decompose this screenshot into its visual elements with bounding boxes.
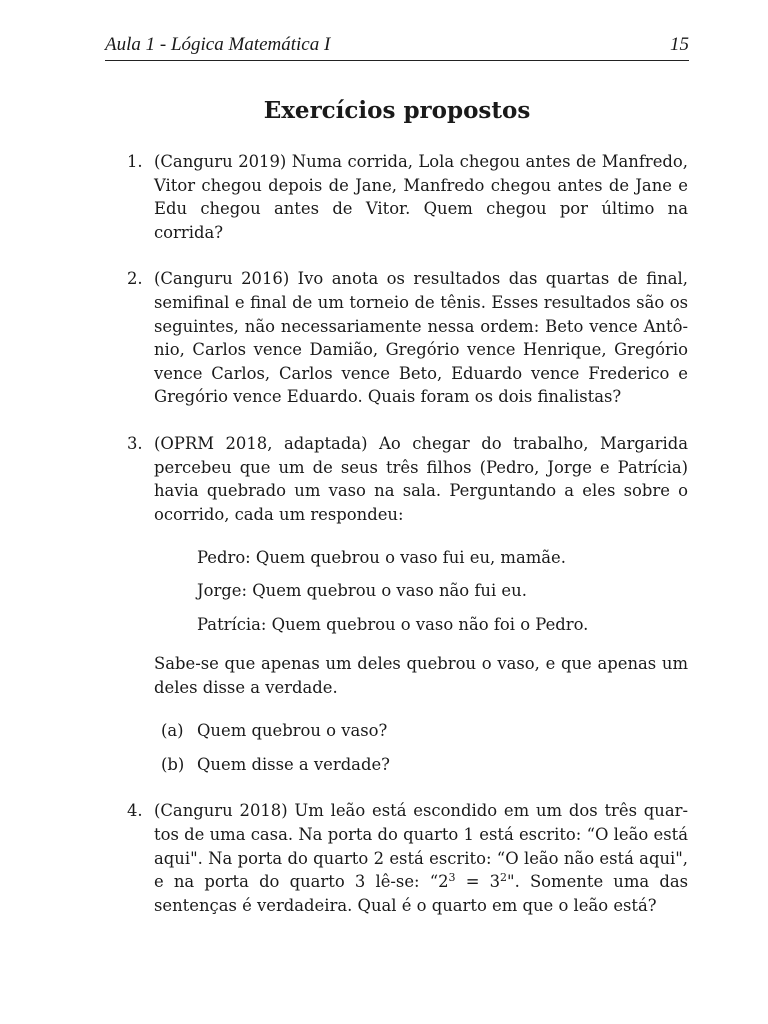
exercise-text-part1: (Canguru 2018) Um leão está escondido em um dos três quartos de uma casa. Na porta do quarto 1 está escrito: “O leão está aqui". Na porta do quarto 2 está escrito: “O leão não está aqui", e na porta do quarto 3 lê-se: “2 <box>154 801 688 892</box>
subquestion-a <box>154 719 688 743</box>
statements <box>197 546 688 636</box>
exponent-3: 3 <box>448 871 456 885</box>
section-title: Exercícios propostos <box>263 97 531 124</box>
subquestion-label: (b) <box>161 754 185 774</box>
subquestion-text: Quem quebrou o vaso? <box>197 721 388 741</box>
subquestion-label: (a) <box>161 721 184 741</box>
exercise-text: (Canguru 2016) Ivo anota os resultados das quartas de final, semifinal e final de um torneio de tênis. Esses resultados são os seguintes, não necessariamente nessa ordem: Beto vence Antônio, Carlos vence Damião, Gregório vence Henrique, Gregório vence Carlos, Carlos vence Beto, Eduardo vence Frederico e Gregório vence Eduardo. Quais foram os dois finalistas? <box>154 269 688 407</box>
exercise-text: (OPRM 2018, adaptada) Ao chegar do trabalho, Margarida percebeu que um de seus três filhos (Pedro, Jorge e Patrícia) havia quebrado um vaso na sala. Perguntando a eles sobre o ocorrido, cada um respondeu: <box>154 433 688 524</box>
exercise-1 <box>0 150 688 244</box>
exercise-2 <box>0 267 688 409</box>
exercise-number: 1. <box>127 152 143 171</box>
exercise-number: 3. <box>127 433 143 453</box>
exercise-list <box>0 150 768 940</box>
statement-patricia: Patrícia: Quem quebrou o vaso não foi o Pedro. <box>197 614 589 634</box>
statement-jorge: Jorge: Quem quebrou o vaso não fui eu. <box>197 581 527 601</box>
followup-text: Sabe-se que apenas um deles quebrou o vaso, e que apenas um deles disse a verdade. <box>154 654 688 697</box>
exercise-3 <box>0 432 688 777</box>
exercise-number: 2. <box>127 269 143 289</box>
exercise-text-part2: ". Somente uma das sentenças é verdadeira. Qual é o quarto em que o leão está? <box>154 872 689 915</box>
exercise-number: 4. <box>127 801 143 821</box>
exercise-text: (Canguru 2019) Numa corrida, Lola chegou antes de Manfredo, Vitor chegou depois de Jane, Manfredo chegou antes de Jane e Edu chegou antes de Vitor. Quem chegou por último na corrida? <box>154 152 688 242</box>
course-title: Aula 1 - Lógica Matemática I <box>105 34 331 55</box>
exercise-4 <box>0 799 688 917</box>
subquestion-b <box>154 753 688 777</box>
subquestions <box>154 719 688 776</box>
page-number: 15 <box>670 34 689 55</box>
exponent-2: 2 <box>500 871 508 885</box>
exercise-text <box>154 799 688 917</box>
equals-base: = 3 <box>455 872 501 892</box>
running-header <box>105 33 689 61</box>
statement-pedro: Pedro: Quem quebrou o vaso fui eu, mamãe. <box>197 548 566 568</box>
subquestion-text: Quem disse a verdade? <box>197 754 390 774</box>
